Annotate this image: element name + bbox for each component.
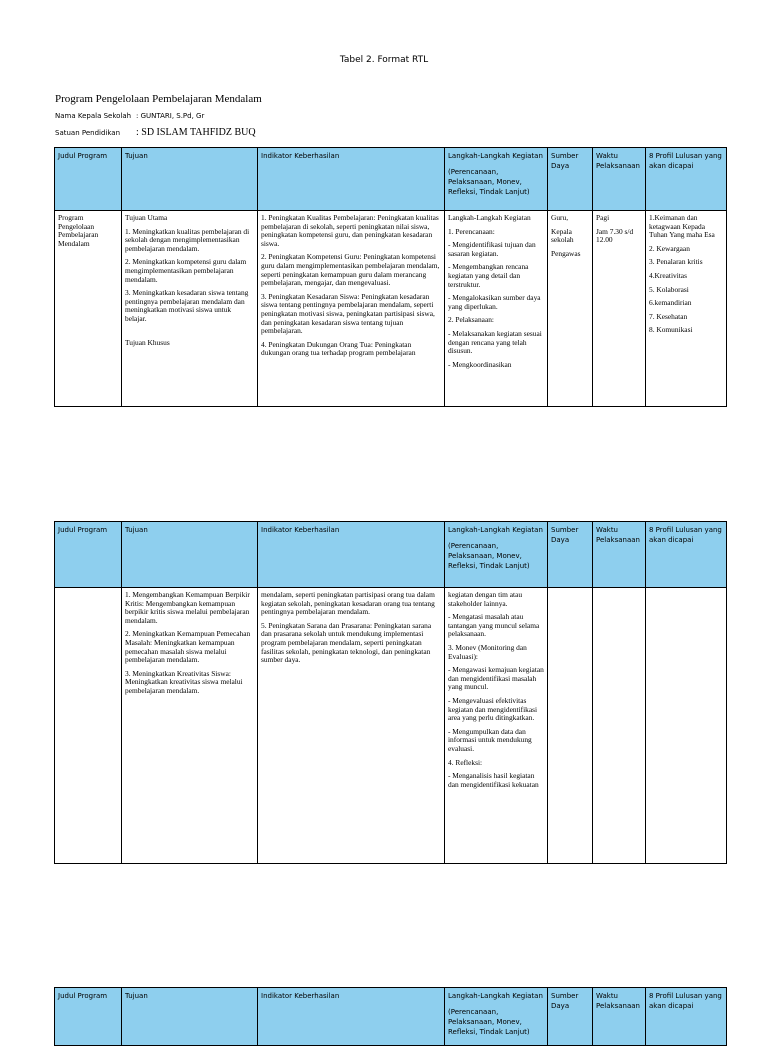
langkah-item: 3. Monev (Monitoring dan Evaluasi): — [448, 642, 527, 661]
indikator-item: 4. Peningkatan Dukungan Orang Tua: Peningkatan dukungan orang tua terhadap program pembelajaran — [261, 339, 416, 358]
header-langkah-sub: (Perencanaan, Pelaksanaan, Monev, Refleksi, Tindak Lanjut) — [448, 1008, 530, 1036]
indikator-item: mendalam, seperti peningkatan partisipasi orang tua dalam kegiatan sekolah, peningkatan kesadaran orang tua tentang pentingnya pembelajaran mendalam. — [261, 590, 435, 617]
cell-indikator — [258, 211, 445, 407]
waktu-item: Pagi — [596, 213, 610, 222]
profil-item: 1.Keimanan dan ketagwaan Kepada Tuhan Yang maha Esa — [649, 213, 715, 240]
tujuan-item: Tujuan Khusus — [125, 337, 170, 347]
header-langkah-title: Langkah-Langkah Kegiatan — [448, 992, 543, 1000]
langkah-item: - Melaksanakan kegiatan sesuai dengan rencana yang telah disusun. — [448, 328, 542, 356]
meta-row-principal — [55, 112, 204, 120]
cell-tujuan — [122, 211, 258, 407]
cell-waktu — [593, 588, 646, 864]
cell-judul — [55, 211, 122, 407]
header-indikator: Indikator Keberhasilan — [258, 988, 445, 1046]
sumber-item: Guru, — [551, 213, 569, 222]
indikator-item: 3. Peningkatan Kesadaran Siswa: Peningkatan kesadaran siswa tentang pentingnya pembelajaran mendalam, seperti peningkatan motivasi siswa, peningkatan partisipasi siswa, dan peningkatan kesadaran siswa tentang tujuan pembelajaran. — [261, 291, 435, 336]
tujuan-item: 3. Meningkatkan kesadaran siswa tentang pentingnya pembelajaran mendalam dan meningkatkan motivasi siswa untuk belajar. — [125, 288, 249, 323]
langkah-item: - Mengatasi masalah atau tantangan yang muncul selama pelaksanaan. — [448, 612, 540, 639]
langkah-item: 2. Pelaksanaan: — [448, 315, 494, 325]
tujuan-item: Tujuan Utama — [125, 213, 168, 222]
profil-item: 6.kemandirian — [649, 298, 692, 308]
langkah-item: 4. Refleksi: — [448, 757, 483, 767]
header-judul: Judul Program — [55, 148, 122, 211]
cell-langkah — [445, 211, 548, 407]
table-row — [55, 211, 727, 407]
meta-row-school — [55, 127, 256, 138]
cell-indikator — [258, 588, 445, 864]
meta-key: Nama Kepala Sekolah — [55, 112, 132, 120]
header-sumber: Sumber Daya — [548, 522, 593, 588]
tujuan-item: 2. Meningkatkan kompetensi guru dalam mengimplementasikan pembelajaran mendalam. — [125, 257, 247, 284]
langkah-item: kegiatan dengan tim atau stakeholder lainnya. — [448, 590, 523, 608]
header-langkah-sub: (Perencanaan, Pelaksanaan, Monev, Refleksi, Tindak Lanjut) — [448, 168, 530, 196]
cell-sumber — [548, 588, 593, 864]
langkah-item: - Mengevaluasi efektivitas kegiatan dan mengidentifikasi area yang perlu ditingkatkan. — [448, 695, 538, 723]
header-profil: 8 Profil Lulusan yang akan dicapai — [646, 522, 727, 588]
tujuan-item: 1. Mengembangkan Kemampuan Berpikir Kritis: Mengembangkan kemampuan berpikir kritis siswa melalui pembelajaran mendalam. — [125, 590, 250, 625]
header-langkah-sub: (Perencanaan, Pelaksanaan, Monev, Refleksi, Tindak Lanjut) — [448, 542, 530, 570]
langkah-item: - Mengkoordinasikan — [448, 359, 512, 369]
header-sumber: Sumber Daya — [548, 988, 593, 1046]
header-langkah-title: Langkah-Langkah Kegiatan — [448, 526, 543, 534]
header-tujuan: Tujuan — [122, 522, 258, 588]
tujuan-item: 1. Meningkatkan kualitas pembelajaran di sekolah dengan mengimplementasikan pembelajaran mendalam. — [125, 226, 250, 253]
rtl-table-2 — [54, 521, 727, 864]
header-langkah — [445, 148, 548, 211]
meta-value: : SD ISLAM TAHFIDZ BUQ — [136, 127, 256, 138]
header-tujuan: Tujuan — [122, 148, 258, 211]
meta-key: Satuan Pendidikan — [55, 129, 121, 137]
header-langkah — [445, 522, 548, 588]
rtl-table-1 — [54, 147, 727, 407]
header-langkah-title: Langkah-Langkah Kegiatan — [448, 152, 543, 160]
table-header-row — [55, 148, 727, 211]
table-caption: Tabel 2. Format RTL — [339, 55, 429, 65]
profil-item: 3. Penalaran kritis — [649, 257, 703, 267]
profil-item: 7. Kesehatan — [649, 311, 688, 321]
cell-profil — [646, 211, 727, 407]
cell-profil — [646, 588, 727, 864]
cell-waktu — [593, 211, 646, 407]
rtl-table-3 — [54, 987, 727, 1046]
indikator-item: 2. Peningkatan Kompetensi Guru: Peningkatan kompetensi guru dalam mengimplementasikan pembelajaran mendalam, seperti peningkatan kemampuan guru dalam merancang pembelajaran, mengajar, dan mengevaluasi. — [261, 252, 440, 288]
tujuan-item: 2. Meningkatkan Kemampuan Pemecahan Masalah: Meningkatkan kemampuan pemecahan masalah siswa melalui pembelajaran mendalam. — [125, 629, 251, 665]
cell-tujuan — [122, 588, 258, 864]
langkah-item: Langkah-Langkah Kegiatan — [448, 213, 531, 222]
header-indikator: Indikator Keberhasilan — [258, 522, 445, 588]
header-waktu: Waktu Pelaksanaan — [593, 522, 646, 588]
langkah-item: - Mengembangkan rencana kegiatan yang detail dan terstruktur. — [448, 262, 529, 289]
sumber-item: Kepala sekolah — [551, 226, 574, 245]
profil-item: 8. Komunikasi — [649, 325, 693, 335]
profil-item: 2. Kewargaan — [649, 243, 690, 253]
header-sumber: Sumber Daya — [548, 148, 593, 211]
table-header-row — [55, 988, 727, 1046]
langkah-item: 1. Perencanaan: — [448, 226, 495, 236]
header-judul: Judul Program — [55, 522, 122, 588]
cell-sumber — [548, 211, 593, 407]
cell-langkah — [445, 588, 548, 864]
meta-value: : GUNTARI, S.Pd, Gr — [136, 112, 205, 120]
header-profil: 8 Profil Lulusan yang akan dicapai — [646, 988, 727, 1046]
judul-text: Program Pengelolaan Pembelajaran Mendalam — [58, 213, 99, 248]
header-indikator: Indikator Keberhasilan — [258, 148, 445, 211]
program-title: Program Pengelolaan Pembelajaran Mendalam — [55, 93, 262, 105]
waktu-item: Jam 7.30 s/d 12.00 — [596, 226, 634, 245]
header-langkah — [445, 988, 548, 1046]
tujuan-item: 3. Meningkatkan Kreativitas Siswa: Meningkatkan kreativitas siswa melalui pembelajaran mendalam. — [125, 668, 243, 695]
langkah-item: - Mengawasi kemajuan kegiatan dan mengidentifikasi masalah yang muncul. — [448, 665, 544, 692]
langkah-item: - Mengumpulkan data dan informasi untuk mendukung evaluasi. — [448, 726, 532, 753]
header-judul: Judul Program — [55, 988, 122, 1046]
table-row — [55, 588, 727, 864]
cell-judul — [55, 588, 122, 864]
langkah-item: - Mengalokasikan sumber daya yang diperlukan. — [448, 293, 541, 311]
header-profil: 8 Profil Lulusan yang akan dicapai — [646, 148, 727, 211]
indikator-item: 1. Peningkatan Kualitas Pembelajaran: Peningkatan kualitas pembelajaran di sekolah, seperti peningkatan nilai siswa, peningkatan kompetensi guru, dan peningkatan kesadaran siswa. — [261, 213, 439, 248]
sumber-item: Pengawas — [551, 248, 581, 258]
langkah-item: - Menganalisis hasil kegiatan dan mengidentifikasi kekuatan — [448, 771, 539, 789]
profil-item: 4.Kreativitas — [649, 270, 687, 280]
header-tujuan: Tujuan — [122, 988, 258, 1046]
header-waktu: Waktu Pelaksanaan — [593, 988, 646, 1046]
indikator-item: 5. Peningkatan Sarana dan Prasarana: Peningkatan sarana dan prasarana sekolah untuk mendukung implementasi program pembelajaran mendalam, seperti peningkatan fasilitas sekolah, peningkatan teknologi, dan peningkatan sumber daya. — [261, 620, 432, 665]
table-header-row — [55, 522, 727, 588]
header-waktu: Waktu Pelaksanaan — [593, 148, 646, 211]
profil-item: 5. Kolaborasi — [649, 284, 689, 294]
langkah-item: - Mengidentifikasi tujuan dan sasaran kegiatan. — [448, 240, 536, 258]
